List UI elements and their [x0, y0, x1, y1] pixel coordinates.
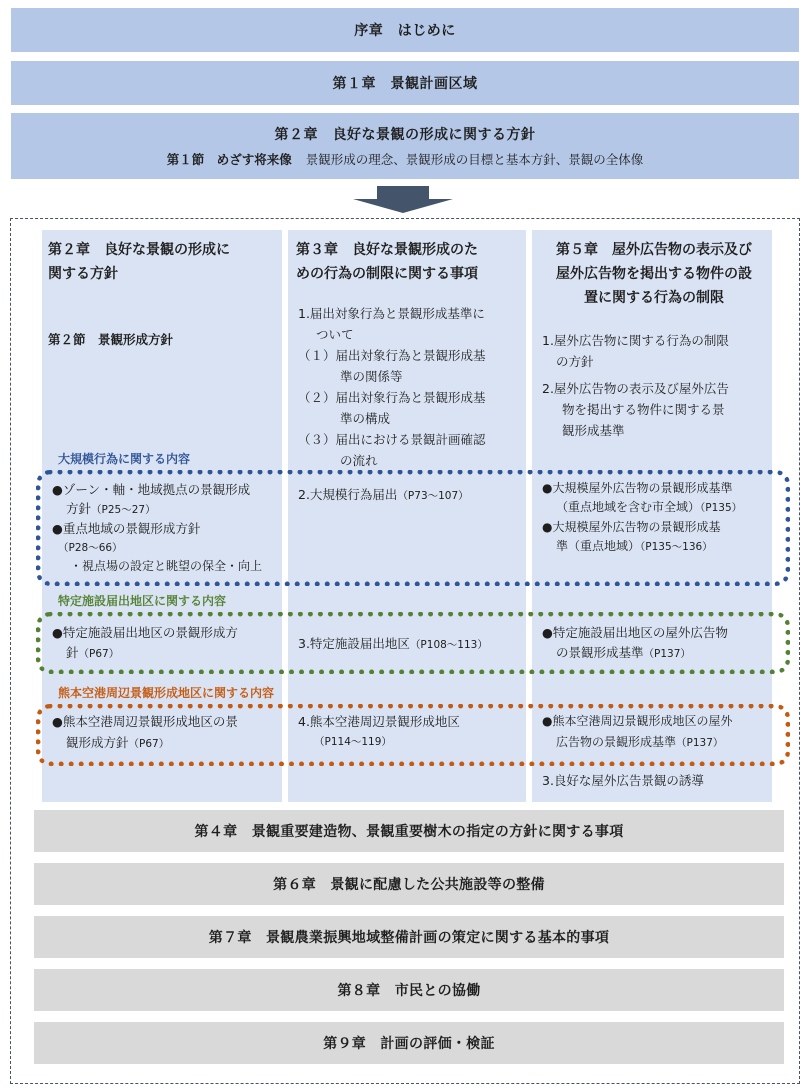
large-c3-line1: ●大規模屋外広告物の景観形成基準 — [542, 481, 733, 495]
large-c3-line4-text: 準（重点地域） — [556, 539, 641, 553]
large-c3-line2-text: （重点地域を含む市全域） — [556, 500, 701, 514]
column3-item-1-cont: の方針 — [556, 354, 594, 369]
large-scale-label: 大規模行為に関する内容 — [58, 452, 191, 466]
down-arrow-icon — [353, 199, 453, 213]
large-c1-line4: ・視点場の設定と眺望の保全・向上 — [70, 559, 263, 573]
chapter2-subtitle — [167, 150, 644, 168]
column2-item-1-2-cont: 準の構成 — [340, 411, 391, 426]
large-c3-line3: ●大規模屋外広告物の景観形成基 — [542, 520, 721, 534]
intro-bar — [11, 8, 799, 52]
large-c2-text: 2.大規模行為届出 — [298, 487, 398, 502]
airport-label: 熊本空港周辺景観形成地区に関する内容 — [58, 686, 275, 700]
large-c1-line1: ●ゾーン・軸・地域拠点の景観形成 — [52, 482, 251, 497]
large-c3-page1: （P135） — [700, 502, 743, 514]
chapter8-title: 第８章 市民との協働 — [337, 983, 481, 999]
specific-c1-line2-text: 針 — [66, 645, 79, 660]
specific-c3-line2 — [556, 642, 691, 665]
column2-title-line2: めの行為の制限に関する事項 — [296, 266, 478, 282]
column3-title-line3: 置に関する行為の制限 — [584, 290, 724, 306]
specific-label: 特定施設届出地区に関する内容 — [58, 594, 227, 608]
chapter8-bar — [34, 969, 784, 1011]
chapter2-sub-text: 景観形成の理念、景観形成の目標と基本方針、景観の全体像 — [305, 152, 644, 167]
chapter9-bar — [34, 1022, 784, 1064]
chapter4-bar — [34, 810, 784, 852]
column3-title — [540, 238, 768, 310]
specific-c1-page: （P67） — [78, 648, 120, 660]
chapter2-sub-label: 第１節 めざす将来像 — [166, 152, 292, 167]
column3-item-2-cont2: 観形成基準 — [562, 423, 625, 438]
chapter7-bar — [34, 916, 784, 958]
column1-title — [48, 238, 230, 286]
airport-c3-line2-text: 広告物の景観形成基準 — [556, 735, 677, 749]
specific-c1-line2 — [66, 642, 119, 665]
column2-item-1-3: （３）届出における景観計画確認 — [298, 432, 486, 447]
large-c1-page1: （P25～27） — [91, 504, 156, 516]
column3-item-2: 2.屋外広告物の表示及び屋外広告 — [542, 381, 729, 396]
chapter2-title: 第２章 良好な景観の形成に関する方針 — [274, 127, 536, 143]
intro-title: 序章 はじめに — [354, 23, 456, 39]
column3-item-1: 1.屋外広告物に関する行為の制限 — [542, 333, 729, 348]
airport-c1-line2 — [66, 732, 169, 755]
airport-c1-line2-text: 観形成方針 — [66, 735, 129, 750]
column2-title-line1: 第３章 良好な景観形成のた — [296, 242, 478, 258]
airport-c3-line2 — [556, 732, 723, 754]
column3-title-line2: 屋外広告物を掲出する物件の設 — [556, 266, 752, 282]
chapter1-title: 第１章 景観計画区域 — [332, 76, 478, 92]
specific-c3-line1: ●特定施設届出地区の屋外広告物 — [542, 625, 728, 640]
column2-item-1-2: （２）届出対象行為と景観形成基 — [298, 390, 486, 405]
chapter1-bar — [11, 61, 799, 105]
column2-title — [296, 238, 478, 286]
column3-title-line1: 第５章 屋外広告物の表示及び — [556, 242, 752, 258]
specific-c2-line — [298, 633, 488, 656]
large-c3-line2 — [556, 497, 742, 519]
airport-c1-line1: ●熊本空港周辺景観形成地区の景 — [52, 714, 238, 729]
airport-c3-line1: ●熊本空港周辺景観形成地区の屋外 — [542, 714, 733, 728]
airport-c1-page: （P67） — [128, 738, 170, 750]
column1-title-line2: 関する方針 — [48, 266, 118, 282]
column3-item-3: 3.良好な屋外広告景観の誘導 — [542, 773, 704, 788]
chapter2-bar — [11, 113, 799, 179]
airport-c3-page: （P137） — [676, 737, 724, 749]
specific-c2-page: （P108～113） — [409, 639, 488, 651]
large-c2-page: （P73～107） — [397, 490, 469, 502]
column1-title-line1: 第２章 良好な景観の形成に — [48, 242, 230, 258]
down-arrow-shaft — [377, 186, 429, 200]
airport-c2-page: （P114～119） — [314, 736, 392, 748]
large-c3-line4 — [556, 536, 713, 558]
specific-c1-line1: ●特定施設届出地区の景観形成方 — [52, 625, 238, 640]
column2-item-1-3-cont: の流れ — [340, 453, 378, 468]
specific-c3-page: （P137） — [643, 648, 691, 660]
column2-item-1-1: （１）届出対象行為と景観形成基 — [298, 348, 486, 363]
column2-item-1-cont: ついて — [316, 327, 354, 342]
specific-c2-text: 3.特定施設届出地区 — [298, 636, 410, 651]
chapter6-title: 第６章 景観に配慮した公共施設等の整備 — [273, 877, 545, 893]
large-c1-line3: ●重点地域の景観形成方針 — [52, 521, 201, 536]
column2-item-1-1-cont: 準の関係等 — [340, 369, 403, 384]
large-c1-line2-text: 方針 — [66, 501, 92, 516]
column2-item-1: 1.届出対象行為と景観形成基準に — [298, 306, 485, 321]
chapter9-title: 第９章 計画の評価・検証 — [323, 1036, 495, 1052]
column3-item-2-cont1: 物を掲出する物件に関する景 — [562, 402, 725, 417]
chapter4-title: 第４章 景観重要建造物、景観重要樹木の指定の方針に関する事項 — [194, 824, 624, 840]
large-c1-page2: （P28～66） — [58, 542, 123, 554]
airport-c2-line1: 4.熊本空港周辺景観形成地区 — [298, 714, 460, 729]
large-c3-page2: （P135～136） — [640, 541, 713, 553]
specific-c3-line2-text: の景観形成基準 — [556, 645, 644, 660]
chapter6-bar — [34, 863, 784, 905]
column1-section: 第２節 景観形成方針 — [48, 332, 174, 347]
large-c2-line — [298, 484, 469, 507]
chapter7-title: 第７章 景観農業振興地域整備計画の策定に関する基本的事項 — [208, 930, 610, 946]
